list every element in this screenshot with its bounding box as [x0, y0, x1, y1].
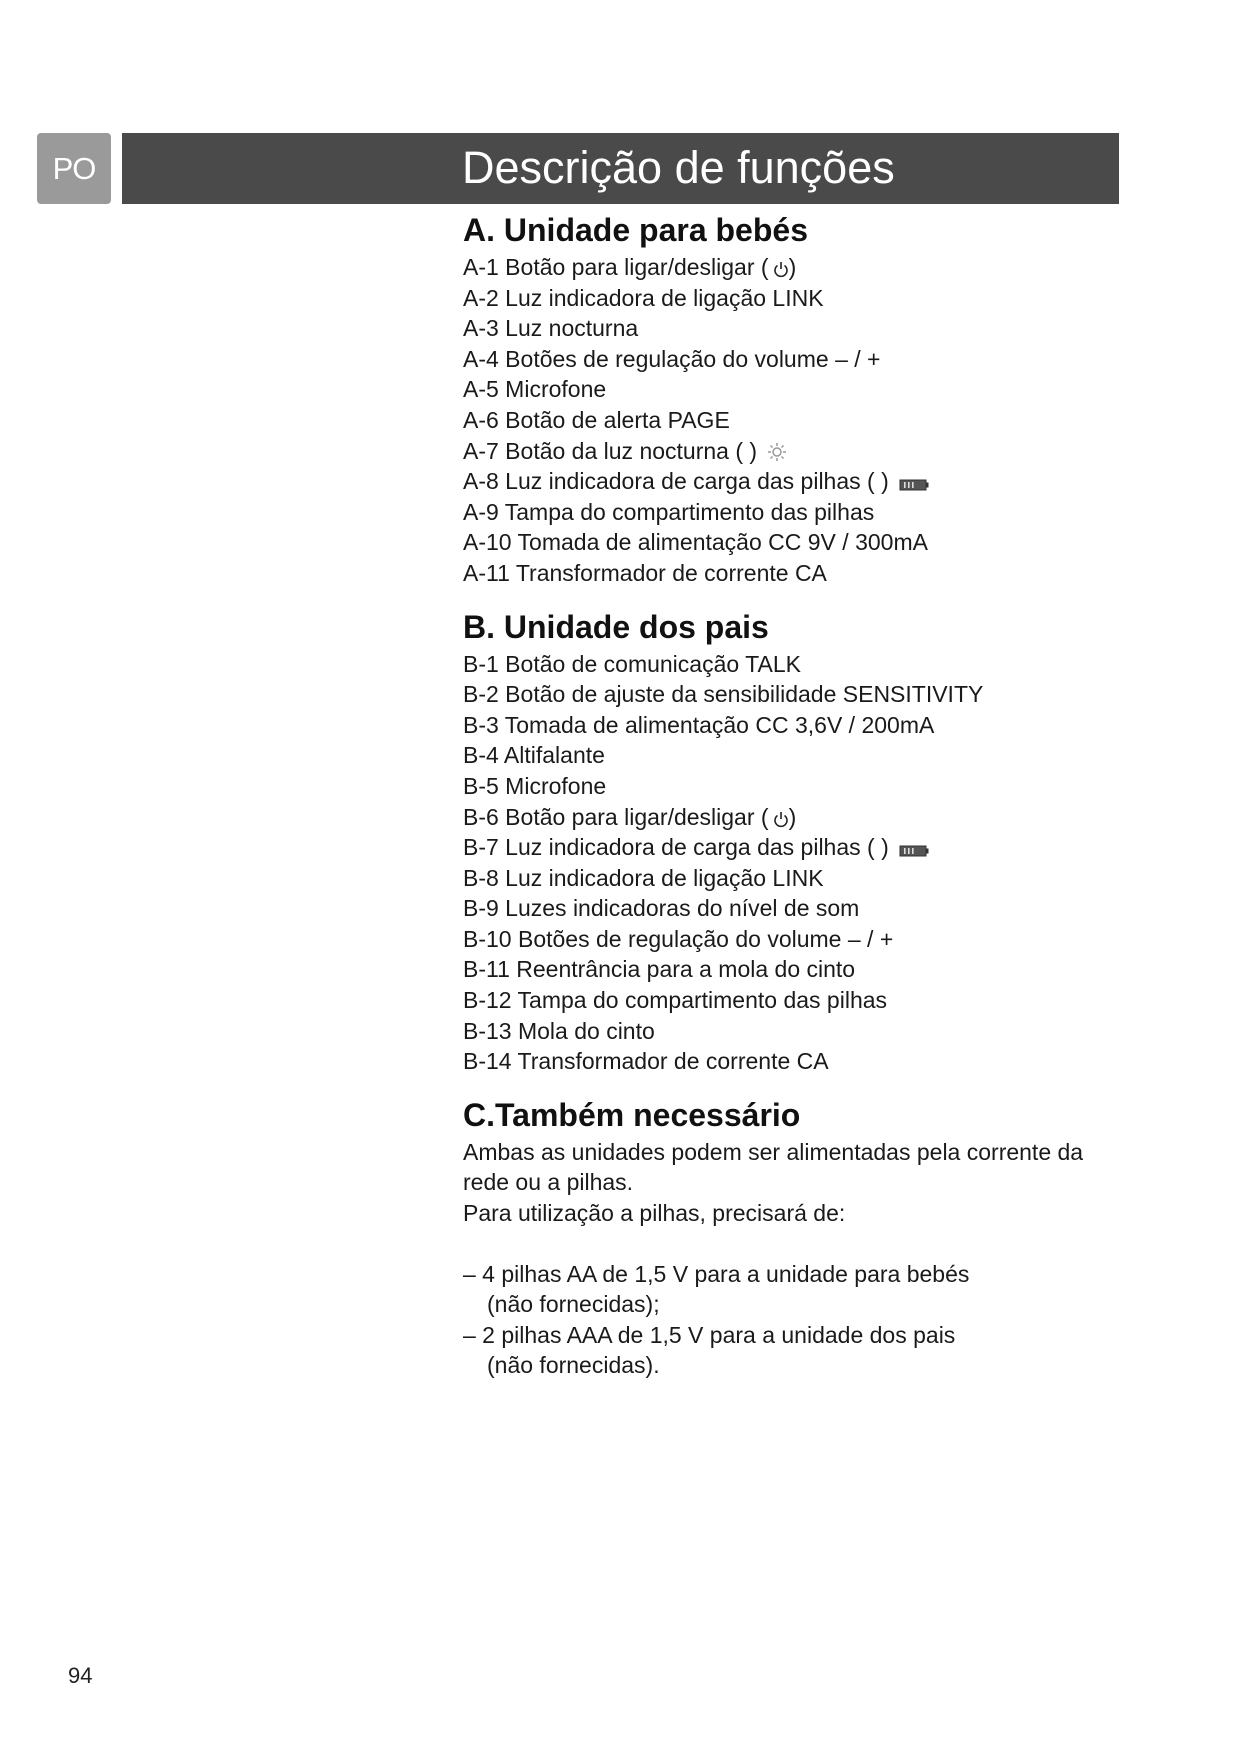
section-heading: C.Também necessário — [463, 1096, 801, 1133]
title-bar — [122, 133, 1119, 204]
list-item: A-1 Botão para ligar/desligar ( ) — [463, 254, 797, 280]
list-item: A-7 Botão da luz nocturna ( ) — [463, 436, 1103, 467]
page-title: Descrição de funções — [462, 142, 895, 193]
list-item: A-11 Transformador de corrente CA — [463, 559, 827, 586]
list-item: B-10 Botões de regulação do volume – / + — [463, 925, 894, 952]
section-heading: A. Unidade para bebés — [463, 212, 808, 248]
page-number: 94 — [68, 1663, 93, 1688]
list-item: B-11 Reentrância para a mola do cinto — [463, 956, 856, 983]
list-item: B-8 Luz indicadora de ligação LINK — [463, 864, 824, 891]
content — [463, 210, 1103, 1399]
battery-icon — [899, 478, 929, 492]
section-parent-unit — [463, 607, 1103, 1077]
sun-icon — [767, 442, 787, 462]
list-item: B-13 Mola do cinto — [463, 1017, 655, 1044]
section-baby-unit — [463, 210, 1103, 589]
list-item: B-9 Luzes indicadoras do nível de som — [463, 895, 860, 922]
list-item: B-1 Botão de comunicação TALK — [463, 650, 801, 677]
section-heading: B. Unidade dos pais — [463, 608, 769, 645]
list-item: B-6 Botão para ligar/desligar ( ) — [463, 803, 797, 830]
list-item: B-12 Tampa do compartimento das pilhas — [463, 987, 888, 1014]
paragraph: Para utilização a pilhas, precisará de: — [463, 1200, 846, 1227]
language-code: PO — [52, 150, 96, 186]
list-item: B-4 Altifalante — [463, 742, 605, 769]
list-item: B-5 Microfone — [463, 772, 607, 799]
paragraph: Ambas as unidades podem ser alimentadas pela corrente da rede ou a pilhas. — [463, 1138, 1084, 1196]
language-tab — [37, 133, 111, 204]
list-item: A-10 Tomada de alimentação CC 9V / 300mA — [463, 529, 928, 556]
list-item: B-7 Luz indicadora de carga das pilhas ( ) — [463, 832, 1103, 863]
battery-list — [463, 1259, 1103, 1381]
list-item: B-2 Botão de ajuste da sensibilidade SENSITIVITY — [463, 681, 984, 708]
list-item: B-3 Tomada de alimentação CC 3,6V / 200mA — [463, 711, 935, 738]
battery-icon — [899, 844, 929, 858]
list-item: – 4 pilhas AA de 1,5 V para a unidade para bebés (não fornecidas); — [463, 1260, 970, 1318]
list-item: A-8 Luz indicadora de carga das pilhas ( ) — [463, 466, 1103, 497]
list-item: B-14 Transformador de corrente CA — [463, 1048, 829, 1075]
list-item: A-5 Microfone — [463, 376, 607, 403]
list-item: A-4 Botões de regulação do volume – / + — [463, 345, 881, 372]
list-item: A-6 Botão de alerta PAGE — [463, 406, 730, 433]
section-also-needed — [463, 1095, 1103, 1381]
list-item: A-9 Tampa do compartimento das pilhas — [463, 498, 875, 525]
power-icon — [773, 810, 789, 828]
list-item: A-2 Luz indicadora de ligação LINK — [463, 284, 824, 311]
list-item: – 2 pilhas AAA de 1,5 V para a unidade dos pais (não fornecidas). — [463, 1321, 956, 1379]
power-icon — [773, 260, 789, 278]
list-item: A-3 Luz nocturna — [463, 315, 639, 342]
